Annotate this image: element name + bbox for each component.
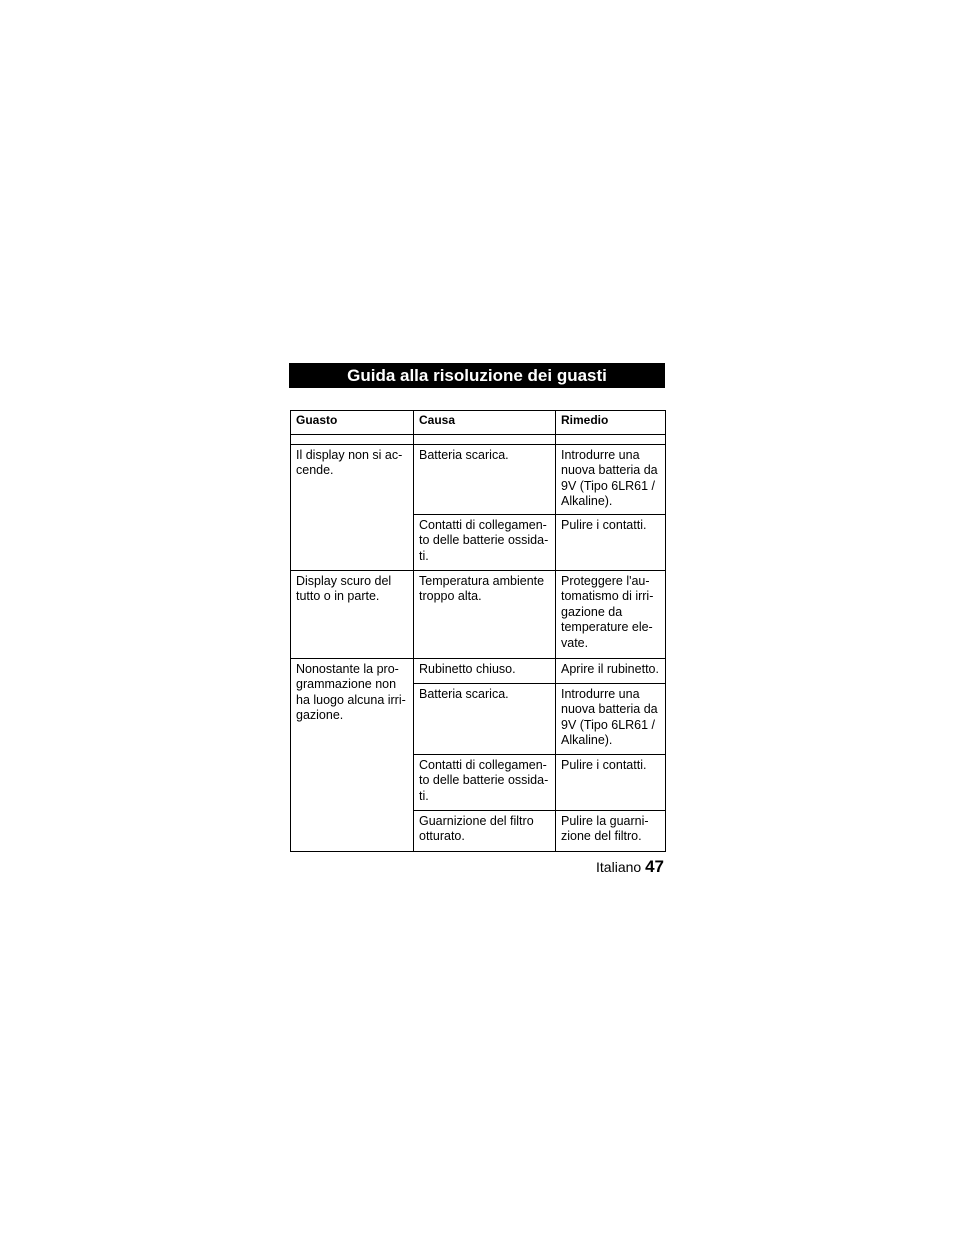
cause-cell: Guarnizione del filtro otturato. bbox=[414, 810, 556, 851]
cause-cell: Temperatura ambiente troppo alta. bbox=[414, 570, 556, 658]
footer-language: Italiano bbox=[596, 859, 642, 875]
fault-cell: Il display non si ac-cende. bbox=[291, 444, 414, 570]
cause-cell: Batteria scarica. bbox=[414, 683, 556, 754]
table-row bbox=[291, 570, 666, 658]
table-row bbox=[291, 444, 666, 514]
table-row bbox=[291, 658, 666, 683]
header-gap bbox=[291, 434, 666, 444]
cause-cell: Contatti di collegamen-to delle batterie ossida-ti. bbox=[414, 514, 556, 570]
page-number: 47 bbox=[645, 857, 664, 876]
table-body bbox=[291, 434, 666, 851]
fault-cell: Nonostante la pro-grammazione non ha luogo alcuna irri-gazione. bbox=[291, 658, 414, 851]
section-title: Guida alla risoluzione dei guasti bbox=[289, 363, 665, 388]
remedy-cell: Aprire il rubinetto. bbox=[556, 658, 666, 683]
cause-cell: Rubinetto chiuso. bbox=[414, 658, 556, 683]
remedy-cell: Pulire i contatti. bbox=[556, 754, 666, 810]
cause-cell: Contatti di collegamen-to delle batterie ossida-ti. bbox=[414, 754, 556, 810]
remedy-cell: Proteggere l'au-tomatismo di irri-gazione da temperature ele-vate. bbox=[556, 570, 666, 658]
remedy-cell: Pulire la guarni-zione del filtro. bbox=[556, 810, 666, 851]
troubleshooting-table bbox=[290, 410, 666, 852]
remedy-cell: Introdurre una nuova batteria da 9V (Tipo 6LR61 / Alkaline). bbox=[556, 444, 666, 514]
remedy-cell: Introdurre una nuova batteria da 9V (Tipo 6LR61 / Alkaline). bbox=[556, 683, 666, 754]
header-remedy: Rimedio bbox=[556, 411, 666, 435]
header-row bbox=[291, 411, 666, 435]
header-fault: Guasto bbox=[291, 411, 414, 435]
header-cause: Causa bbox=[414, 411, 556, 435]
page-footer bbox=[560, 856, 664, 878]
remedy-cell: Pulire i contatti. bbox=[556, 514, 666, 570]
table-header bbox=[291, 411, 666, 435]
fault-cell: Display scuro del tutto o in parte. bbox=[291, 570, 414, 658]
cause-cell: Batteria scarica. bbox=[414, 444, 556, 514]
